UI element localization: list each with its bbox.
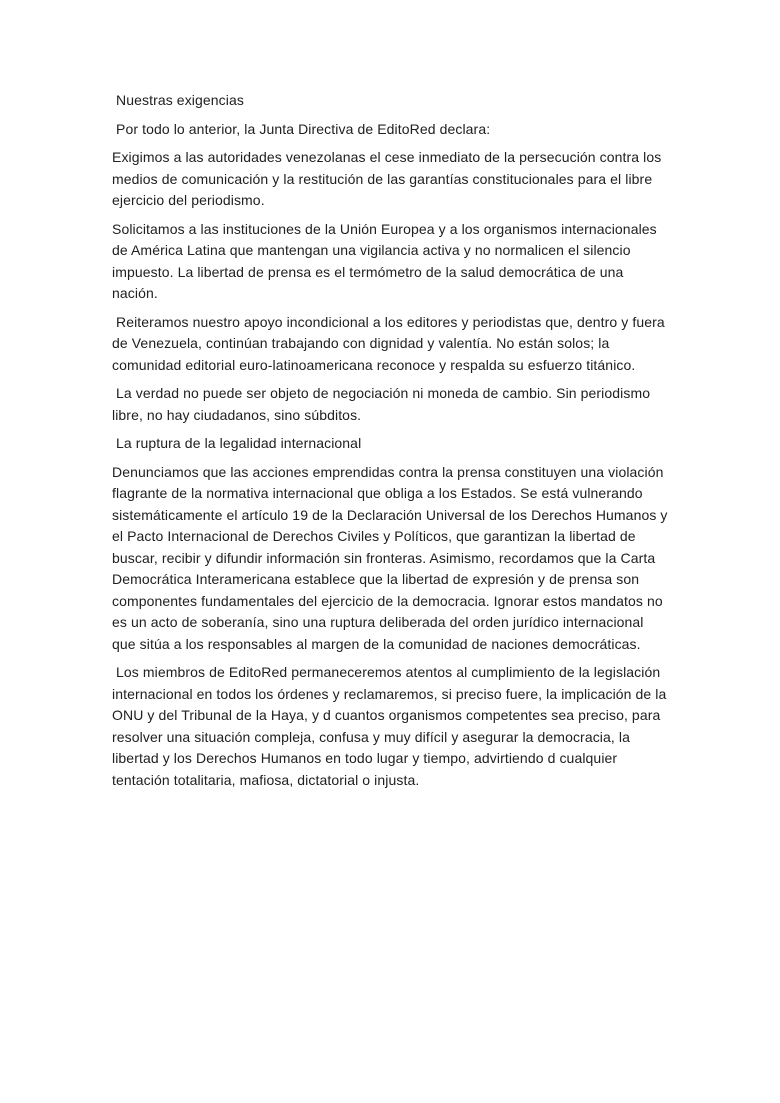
paragraph-los-miembros: Los miembros de EditoRed permaneceremos atentos al cumplimiento de la legislación internacional en todos los órdenes y reclamaremos, si preciso fuere, la implicación de la ONU y del Tribunal de la Haya, y d cuantos organismos competentes sea preciso, para resolver una situación compleja, confusa y muy difícil y asegurar la democracia, la libertad y los Derechos Humanos en todo lugar y tiempo, advirtiendo d cualquier tentación totalitaria, mafiosa, dictatorial o injusta.: [112, 664, 671, 788]
section-heading-nuestras-exigencias: Nuestras exigencias: [112, 92, 244, 108]
document-text-block: [112, 90, 672, 798]
paragraph-reiteramos: Reiteramos nuestro apoyo incondicional a los editores y periodistas que, dentro y fuera de Venezuela, continúan trabajando con dignidad y valentía. No están solos; la comunidad editorial euro-latinoamericana reconoce y respalda su esfuerzo titánico.: [112, 313, 669, 373]
section-heading-ruptura-legalidad: La ruptura de la legalidad internacional: [112, 435, 362, 451]
paragraph-denunciamos: Denunciamos que las acciones emprendidas contra la prensa constituyen una violación flagrante de la normativa internacional que obliga a los Estados. Se está vulnerando sistemáticamente el artículo 19 de la Declaración Universal de los Derechos Humanos y el Pacto Internacional de Derechos Civiles y Políticos, que garantizan la libertad de buscar, recibir y difundir información sin fronteras. Asimismo, recordamos que la Carta Democrática Interamericana establece que la libertad de expresión y de prensa son componentes fundamentales del ejercicio de la democracia. Ignorar estos mandatos no es un acto de soberanía, sino una ruptura deliberada del orden jurídico internacional que sitúa a los responsables al margen de la comunidad de naciones democráticas.: [112, 463, 672, 652]
paragraph-la-verdad: La verdad no puede ser objeto de negociación ni moneda de cambio. Sin periodismo libre, no hay ciudadanos, sino súbditos.: [112, 385, 655, 423]
paragraph-exigimos: Exigimos a las autoridades venezolanas el cese inmediato de la persecución contra los medios de comunicación y la restitución de las garantías constitucionales para el libre ejercicio del periodismo.: [112, 149, 666, 208]
paragraph-declaration-intro: Por todo lo anterior, la Junta Directiva de EditoRed declara:: [112, 120, 491, 137]
paragraph-solicitamos: Solicitamos a las instituciones de la Unión Europea y a los organismos internacionales de América Latina que mantengan una vigilancia activa y no normalicen el silencio impuesto. La libertad de prensa es el termómetro de la salud democrática de una nación.: [112, 220, 661, 301]
